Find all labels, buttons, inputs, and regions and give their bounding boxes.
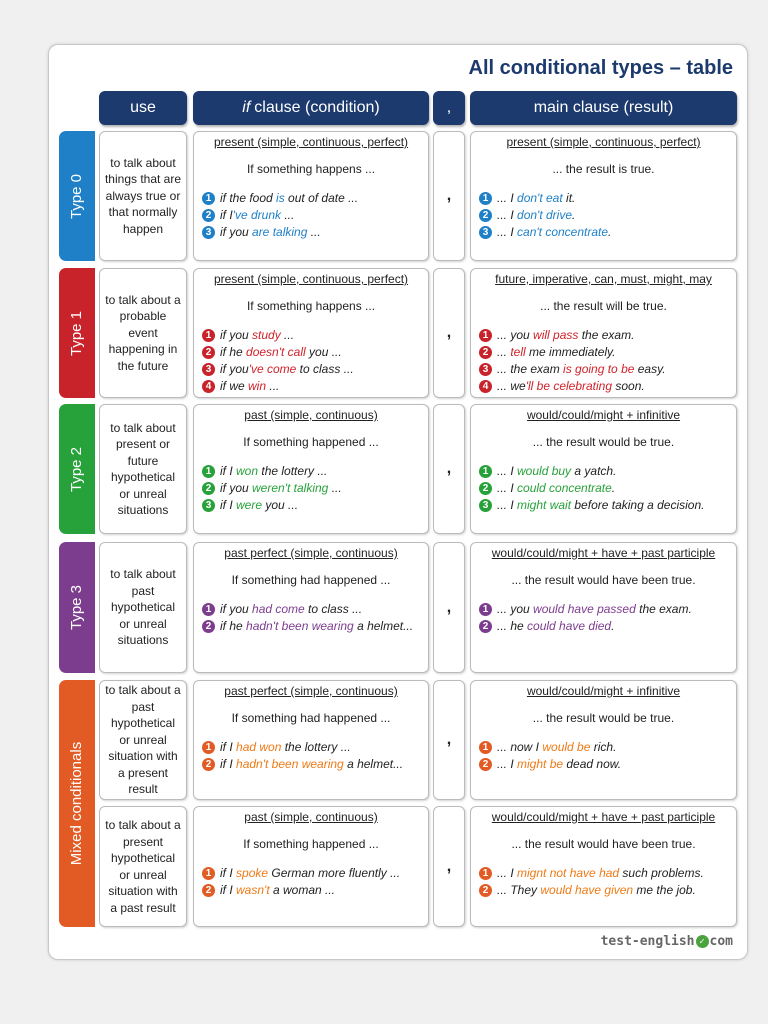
example-line: [479, 463, 728, 480]
example-segment: if I: [220, 866, 237, 880]
example-line: [479, 190, 728, 207]
example-text: [220, 207, 294, 224]
example-text: [497, 601, 692, 618]
tense-heading: future, imperative, can, must, might, may: [495, 272, 712, 286]
tense-heading: past perfect (simple, continuous): [224, 546, 398, 560]
example-line: [202, 618, 420, 635]
example-segment: ... I: [497, 464, 518, 478]
example-text: [220, 190, 358, 207]
example-segment: before taking a decision.: [571, 498, 705, 512]
example-line: [202, 344, 420, 361]
example-segment: to class ...: [296, 362, 354, 376]
type-tab-label: Type 0: [68, 173, 86, 219]
example-segment: easy.: [634, 362, 666, 376]
use-text: to talk about a probable event happening in the future: [105, 292, 181, 373]
highlighted-verb: would buy: [517, 464, 572, 478]
example-line: [202, 865, 420, 882]
number-badge-icon: 2: [202, 346, 215, 359]
example-segment: ...: [328, 481, 342, 495]
example-line: [479, 378, 728, 395]
tense-heading: present (simple, continuous, perfect): [213, 272, 409, 286]
number-badge-icon: 1: [479, 192, 492, 205]
pattern-lead: ... the result would be true.: [532, 711, 675, 725]
number-badge-icon: 1: [479, 329, 492, 342]
type-tab: [59, 268, 95, 398]
type-tab: [59, 131, 95, 261]
example-segment: if he: [220, 345, 247, 359]
use-cell: [99, 806, 187, 927]
tense-heading: present (simple, continuous, perfect): [213, 135, 409, 149]
use-cell: [99, 404, 187, 534]
example-line: [479, 480, 728, 497]
type-tab: [59, 542, 95, 673]
tense-heading: present (simple, continuous, perfect): [506, 135, 701, 149]
example-segment: a woman ...: [269, 883, 336, 897]
highlighted-verb: had come: [252, 602, 305, 616]
number-badge-icon: 1: [479, 741, 492, 754]
example-line: [202, 882, 420, 899]
type-tab-label: Type 1: [68, 310, 86, 356]
tense-heading: past (simple, continuous): [244, 810, 378, 824]
number-badge-icon: 2: [479, 884, 492, 897]
pattern-lead: ... the result would have been true.: [511, 837, 696, 851]
example-segment: ... I: [497, 191, 518, 205]
example-segment: the lottery ...: [281, 740, 351, 754]
example-line: [202, 207, 420, 224]
header-comma: [433, 91, 465, 125]
number-badge-icon: 2: [202, 482, 215, 495]
highlighted-verb: don't eat: [517, 191, 563, 205]
example-segment: you ...: [305, 345, 342, 359]
example-segment: ... I: [497, 481, 518, 495]
example-segment: ... we: [497, 379, 526, 393]
example-line: [479, 344, 728, 361]
use-text: to talk about things that are always true or that normally happen: [104, 155, 182, 236]
example-text: [220, 739, 351, 756]
example-text: [220, 344, 342, 361]
pattern-lead: If something had happened ...: [231, 711, 391, 725]
highlighted-verb: 've drunk: [232, 208, 281, 222]
main-clause-cell: [470, 404, 737, 534]
example-line: [479, 865, 728, 882]
example-text: [220, 378, 279, 395]
if-clause-cell: [193, 268, 429, 398]
example-segment: if I: [220, 208, 233, 222]
example-text: [497, 378, 645, 395]
example-line: [202, 327, 420, 344]
highlighted-verb: would have given: [540, 883, 634, 897]
number-badge-icon: 2: [479, 482, 492, 495]
example-text: [497, 224, 611, 241]
example-text: [220, 618, 413, 635]
example-segment: a yatch.: [571, 464, 617, 478]
example-text: [220, 882, 335, 899]
example-segment: if you: [220, 328, 253, 342]
example-text: [497, 480, 615, 497]
example-line: [202, 601, 420, 618]
example-segment: ...: [497, 345, 511, 359]
example-segment: .: [611, 481, 616, 495]
pattern-lead: ... the result is true.: [552, 162, 655, 176]
example-segment: ... you: [497, 602, 534, 616]
number-badge-icon: 1: [202, 465, 215, 478]
example-segment: if I: [220, 740, 237, 754]
header-if-clause: [193, 91, 429, 125]
example-text: [497, 463, 616, 480]
number-badge-icon: 2: [202, 620, 215, 633]
highlighted-verb: 've come: [248, 362, 297, 376]
highlighted-verb: wasn't: [236, 883, 270, 897]
type-tab-label: Type 2: [68, 446, 86, 492]
header-use-label: use: [130, 99, 156, 116]
example-segment: ... you: [497, 328, 534, 342]
example-segment: if we: [220, 379, 249, 393]
example-text: [497, 344, 616, 361]
example-line: [202, 378, 420, 395]
comma-cell: [433, 806, 465, 927]
use-cell: [99, 131, 187, 261]
example-segment: if you: [220, 481, 253, 495]
number-badge-icon: 1: [479, 867, 492, 880]
highlighted-verb: would have passed: [533, 602, 636, 616]
example-text: [220, 361, 354, 378]
example-segment: such problems.: [619, 866, 704, 880]
pattern-lead: If something happened ...: [243, 435, 379, 449]
use-text: to talk about past hypothetical or unreal situations: [110, 567, 176, 648]
example-segment: ...: [266, 379, 280, 393]
brand-logo: [601, 934, 733, 949]
example-text: [497, 756, 621, 773]
highlighted-verb: study: [252, 328, 281, 342]
highlighted-verb: could concentrate: [517, 481, 612, 495]
example-segment: ... I: [497, 866, 518, 880]
example-line: [202, 739, 420, 756]
number-badge-icon: 1: [202, 867, 215, 880]
example-segment: a helmet...: [353, 619, 414, 633]
tense-heading: would/could/might + have + past participle: [491, 810, 716, 824]
comma-cell: [433, 404, 465, 534]
if-clause-cell: [193, 680, 429, 800]
example-segment: ... They: [497, 883, 541, 897]
example-segment: ... I: [497, 208, 518, 222]
number-badge-icon: 2: [479, 758, 492, 771]
example-segment: if I: [220, 498, 237, 512]
example-line: [479, 601, 728, 618]
example-segment: the exam.: [635, 602, 692, 616]
comma-mark: ,: [446, 731, 452, 748]
example-text: [220, 865, 400, 882]
example-text: [497, 882, 696, 899]
example-segment: soon.: [612, 379, 645, 393]
main-clause-cell: [470, 542, 737, 673]
tense-heading: past (simple, continuous): [244, 408, 378, 422]
number-badge-icon: 3: [202, 499, 215, 512]
number-badge-icon: 1: [202, 329, 215, 342]
if-clause-cell: [193, 542, 429, 673]
example-line: [479, 361, 728, 378]
pattern-lead: If something happens ...: [246, 162, 376, 176]
example-text: [220, 497, 298, 514]
number-badge-icon: 1: [202, 192, 215, 205]
header-main-label: main clause (result): [533, 99, 674, 116]
example-segment: a helmet...: [343, 757, 404, 771]
number-badge-icon: 4: [202, 380, 215, 393]
example-segment: ... I: [497, 757, 518, 771]
number-badge-icon: 1: [202, 603, 215, 616]
example-segment: ... I: [497, 225, 518, 239]
highlighted-verb: would be: [542, 740, 591, 754]
highlighted-verb: weren't talking: [252, 481, 329, 495]
example-line: [202, 224, 420, 241]
example-segment: if you: [220, 362, 249, 376]
highlighted-verb: might be: [517, 757, 564, 771]
example-text: [497, 618, 614, 635]
example-text: [220, 756, 403, 773]
highlighted-verb: might wait: [517, 498, 572, 512]
highlighted-verb: don't drive: [517, 208, 573, 222]
example-segment: .: [611, 619, 615, 633]
main-clause-cell: [470, 131, 737, 261]
example-segment: ... I: [497, 498, 518, 512]
example-segment: it.: [562, 191, 576, 205]
conditionals-sheet: [48, 44, 748, 960]
example-segment: if the food: [220, 191, 277, 205]
number-badge-icon: 3: [202, 226, 215, 239]
use-cell: [99, 680, 187, 800]
example-segment: you ...: [262, 498, 299, 512]
example-segment: if you: [220, 602, 253, 616]
pattern-lead: ... the result would have been true.: [511, 573, 696, 587]
example-line: [202, 190, 420, 207]
example-text: [497, 361, 666, 378]
highlighted-verb: tell: [510, 345, 526, 359]
example-line: [479, 882, 728, 899]
header-comma-label: ,: [446, 99, 452, 116]
highlighted-verb: are talking: [252, 225, 308, 239]
if-clause-cell: [193, 131, 429, 261]
example-line: [202, 480, 420, 497]
type-tab-label: Mixed conditionals: [68, 741, 86, 866]
example-segment: if I: [220, 883, 237, 897]
pattern-lead: ... the result would be true.: [532, 435, 675, 449]
use-cell: [99, 268, 187, 398]
highlighted-verb: had won: [236, 740, 282, 754]
header-if-italic: if: [242, 99, 251, 116]
tense-heading: would/could/might + infinitive: [526, 684, 681, 698]
example-segment: German more fluently ...: [268, 866, 401, 880]
check-icon: ✓: [696, 935, 709, 948]
header-use: [99, 91, 187, 125]
example-text: [497, 327, 634, 344]
example-line: [202, 756, 420, 773]
use-text: to talk about a present hypothetical or unreal situation with a past result: [105, 818, 181, 915]
example-line: [202, 361, 420, 378]
example-segment: rich.: [590, 740, 617, 754]
type-tab-label: Type 3: [68, 584, 86, 631]
example-text: [497, 497, 704, 514]
example-line: [479, 497, 728, 514]
example-text: [497, 739, 616, 756]
example-segment: ... now I: [497, 740, 543, 754]
tense-heading: would/could/might + infinitive: [526, 408, 681, 422]
brand-domain: com: [709, 934, 733, 949]
example-segment: out of date ...: [284, 191, 359, 205]
example-text: [497, 865, 704, 882]
number-badge-icon: 2: [202, 884, 215, 897]
example-segment: if I: [220, 757, 237, 771]
example-text: [220, 463, 327, 480]
highlighted-verb: were: [236, 498, 263, 512]
main-clause-cell: [470, 680, 737, 800]
highlighted-verb: is going to be: [563, 362, 635, 376]
example-segment: me immediately.: [525, 345, 616, 359]
example-line: [479, 618, 728, 635]
highlighted-verb: doesn't call: [246, 345, 306, 359]
brand-text: test-english: [600, 934, 695, 949]
page-title: All conditional types – table: [468, 57, 733, 79]
example-line: [202, 497, 420, 514]
comma-mark: ,: [446, 324, 452, 341]
number-badge-icon: 2: [479, 209, 492, 222]
comma-cell: [433, 542, 465, 673]
number-badge-icon: 3: [479, 363, 492, 376]
number-badge-icon: 3: [479, 499, 492, 512]
comma-cell: [433, 131, 465, 261]
if-clause-cell: [193, 806, 429, 927]
example-segment: the lottery ...: [258, 464, 328, 478]
comma-mark: ,: [446, 857, 452, 875]
highlighted-verb: hadn't been wearing: [246, 619, 354, 633]
highlighted-verb: 'll be celebrating: [525, 379, 613, 393]
example-text: [220, 327, 294, 344]
main-clause-cell: [470, 806, 737, 927]
use-cell: [99, 542, 187, 673]
example-text: [220, 224, 321, 241]
example-segment: .: [608, 225, 612, 239]
example-text: [497, 207, 575, 224]
example-segment: me the job.: [633, 883, 696, 897]
number-badge-icon: 2: [479, 346, 492, 359]
use-text: to talk about present or future hypothetical or unreal situations: [110, 420, 176, 517]
example-segment: if he: [220, 619, 247, 633]
example-line: [479, 739, 728, 756]
example-segment: ... the exam: [497, 362, 564, 376]
example-line: [479, 327, 728, 344]
example-segment: ...: [307, 225, 321, 239]
if-clause-cell: [193, 404, 429, 534]
pattern-lead: If something happened ...: [243, 837, 379, 851]
number-badge-icon: 1: [202, 741, 215, 754]
header-if-label: clause (condition): [254, 99, 380, 116]
header-main-clause: [470, 91, 737, 125]
comma-mark: ,: [446, 187, 452, 204]
example-line: [479, 756, 728, 773]
example-text: [220, 480, 342, 497]
tense-heading: past perfect (simple, continuous): [224, 684, 398, 698]
highlighted-verb: spoke: [236, 866, 269, 880]
example-text: [497, 190, 575, 207]
number-badge-icon: 1: [479, 603, 492, 616]
example-line: [479, 207, 728, 224]
example-text: [220, 601, 362, 618]
number-badge-icon: 1: [479, 465, 492, 478]
highlighted-verb: win: [248, 379, 267, 393]
comma-mark: ,: [446, 598, 452, 616]
number-badge-icon: 2: [479, 620, 492, 633]
example-segment: if you: [220, 225, 253, 239]
highlighted-verb: mignt not have had: [517, 866, 620, 880]
example-segment: ...: [280, 328, 295, 342]
example-segment: the exam.: [578, 328, 635, 342]
number-badge-icon: 3: [202, 363, 215, 376]
type-tab: [59, 404, 95, 534]
pattern-lead: ... the result will be true.: [540, 299, 667, 313]
main-clause-cell: [470, 268, 737, 398]
example-segment: ...: [281, 208, 295, 222]
number-badge-icon: 2: [202, 209, 215, 222]
use-text: to talk about a past hypothetical or unreal situation with a present result: [105, 683, 181, 797]
number-badge-icon: 4: [479, 380, 492, 393]
highlighted-verb: will pass: [533, 328, 579, 342]
tense-heading: would/could/might + have + past participle: [491, 546, 716, 560]
highlighted-verb: hadn't been wearing: [236, 757, 344, 771]
comma-cell: [433, 680, 465, 800]
example-segment: if I: [220, 464, 237, 478]
example-line: [202, 463, 420, 480]
comma-cell: [433, 268, 465, 398]
highlighted-verb: can't concentrate: [517, 225, 609, 239]
type-tab: [59, 680, 95, 927]
example-segment: dead now.: [563, 757, 622, 771]
example-segment: .: [572, 208, 576, 222]
pattern-lead: If something had happened ...: [231, 573, 391, 587]
comma-mark: ,: [446, 460, 452, 477]
highlighted-verb: is: [276, 191, 285, 205]
highlighted-verb: could have died: [527, 619, 612, 633]
example-segment: to class ...: [304, 602, 363, 616]
example-line: [479, 224, 728, 241]
number-badge-icon: 2: [202, 758, 215, 771]
highlighted-verb: won: [236, 464, 259, 478]
number-badge-icon: 3: [479, 226, 492, 239]
example-segment: ... he: [497, 619, 528, 633]
pattern-lead: If something happens ...: [246, 299, 376, 313]
